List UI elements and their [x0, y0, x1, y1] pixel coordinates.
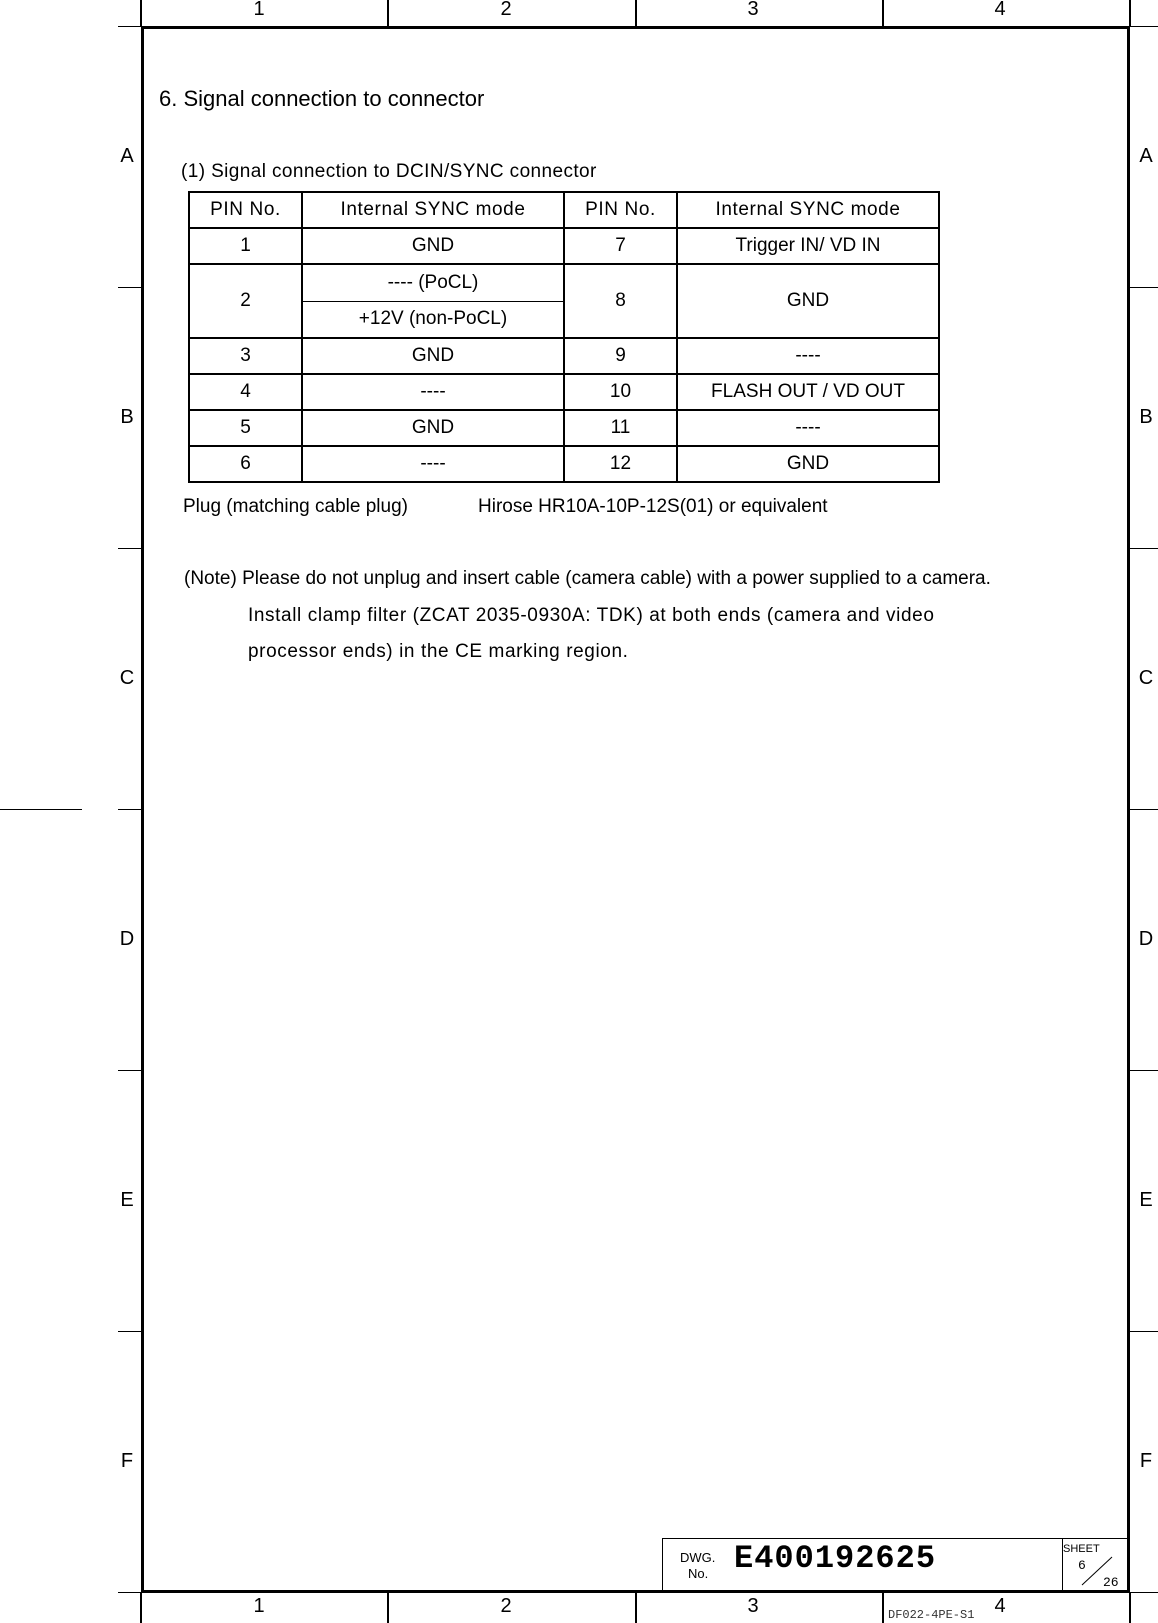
header-cell: PIN No. — [189, 192, 302, 228]
mode-cell: GND — [677, 446, 939, 482]
row-tick — [118, 287, 141, 288]
row-tick — [1130, 287, 1158, 288]
table-header-row — [189, 192, 939, 228]
note-line: Install clamp filter (ZCAT 2035-0930A: TDK) at both ends (camera and video — [248, 605, 935, 626]
mode-cell: ---- — [677, 410, 939, 446]
pin-cell: 6 — [189, 446, 302, 482]
table-row — [189, 264, 939, 301]
plug-value: Hirose HR10A-10P-12S(01) or equivalent — [478, 496, 828, 517]
note-line: (Note) Please do not unplug and insert cable (camera cable) with a power supplied to a camera. — [184, 568, 991, 589]
row-tick — [1130, 548, 1158, 549]
note-line: processor ends) in the CE marking region. — [248, 641, 629, 662]
column-label: 1 — [253, 0, 265, 20]
pin-cell: 1 — [189, 228, 302, 264]
column-label: 2 — [500, 1595, 512, 1617]
row-tick — [118, 26, 141, 27]
row-label: D — [119, 928, 135, 950]
mode-cell: FLASH OUT / VD OUT — [677, 374, 939, 410]
row-tick — [118, 809, 141, 810]
row-label: E — [120, 1189, 134, 1211]
row-tick — [118, 1592, 141, 1593]
dwg-label-line: DWG. — [680, 1550, 716, 1565]
mode-cell: Trigger IN/ VD IN — [677, 228, 939, 264]
bottom-divider — [140, 1593, 142, 1623]
mode-cell: GND — [302, 338, 564, 374]
column-label: 2 — [500, 0, 512, 20]
bottom-divider — [1129, 1593, 1131, 1623]
sheet-number: 6 — [1078, 1558, 1086, 1573]
pin-cell: 3 — [189, 338, 302, 374]
pin-cell: 12 — [564, 446, 677, 482]
pin-cell: 7 — [564, 228, 677, 264]
top-divider — [387, 0, 389, 26]
row-label: A — [1139, 145, 1153, 167]
row-label: E — [1139, 1189, 1153, 1211]
dwg-label-line: No. — [688, 1566, 709, 1581]
mode-cell: ---- (PoCL) — [302, 264, 564, 301]
pin-cell: 2 — [189, 264, 302, 338]
row-tick — [118, 1070, 141, 1071]
mode-cell: +12V (non-PoCL) — [302, 301, 564, 338]
row-label: D — [1138, 928, 1154, 950]
pin-cell: 5 — [189, 410, 302, 446]
mode-cell: GND — [302, 228, 564, 264]
header-cell: Internal SYNC mode — [677, 192, 939, 228]
column-label: 4 — [994, 1595, 1006, 1617]
section-title: 6. Signal connection to connector — [159, 86, 485, 111]
column-label: 1 — [253, 1595, 265, 1617]
header-cell: PIN No. — [564, 192, 677, 228]
column-label: 3 — [747, 0, 759, 20]
table-row — [189, 446, 939, 482]
pin-cell: 8 — [564, 264, 677, 338]
dwg-label — [680, 1550, 715, 1582]
column-label: 3 — [747, 1595, 759, 1617]
row-label: B — [120, 406, 134, 428]
row-tick — [1130, 1331, 1158, 1332]
column-label: 4 — [994, 0, 1006, 20]
mode-cell: GND — [677, 264, 939, 338]
row-label: C — [1138, 667, 1154, 689]
pin-cell: 4 — [189, 374, 302, 410]
row-label: B — [1139, 406, 1153, 428]
table-row — [189, 228, 939, 264]
row-tick — [1130, 1592, 1158, 1593]
mode-cell: ---- — [302, 446, 564, 482]
row-label: F — [1139, 1450, 1153, 1472]
mode-cell: ---- — [677, 338, 939, 374]
bottom-divider — [387, 1593, 389, 1623]
sheet-total: 26 — [1103, 1575, 1119, 1590]
table-row — [189, 410, 939, 446]
pin-cell: 11 — [564, 410, 677, 446]
bottom-divider — [635, 1593, 637, 1623]
row-tick — [1130, 26, 1158, 27]
form-id: DF022-4PE-S1 — [888, 1608, 975, 1622]
top-divider — [882, 0, 884, 26]
row-tick — [118, 1331, 141, 1332]
row-tick — [1130, 809, 1158, 810]
drawing-number: E400192625 — [734, 1540, 937, 1577]
pin-cell: 10 — [564, 374, 677, 410]
row-tick — [118, 548, 141, 549]
bottom-divider — [882, 1593, 884, 1623]
row-label: F — [120, 1450, 134, 1472]
subsection-title: (1) Signal connection to DCIN/SYNC connector — [181, 161, 597, 182]
pin-table — [188, 191, 940, 483]
row-tick — [1130, 1070, 1158, 1071]
row-label: C — [119, 667, 135, 689]
plug-label: Plug (matching cable plug) — [183, 496, 408, 517]
top-divider — [1129, 0, 1131, 26]
pin-cell: 9 — [564, 338, 677, 374]
mode-cell: GND — [302, 410, 564, 446]
table-row — [189, 338, 939, 374]
fold-mark — [0, 809, 82, 810]
top-divider — [140, 0, 142, 26]
top-divider — [635, 0, 637, 26]
row-label: A — [120, 145, 134, 167]
sheet-label: SHEET — [1063, 1543, 1100, 1555]
table-row — [189, 374, 939, 410]
header-cell: Internal SYNC mode — [302, 192, 564, 228]
mode-cell: ---- — [302, 374, 564, 410]
